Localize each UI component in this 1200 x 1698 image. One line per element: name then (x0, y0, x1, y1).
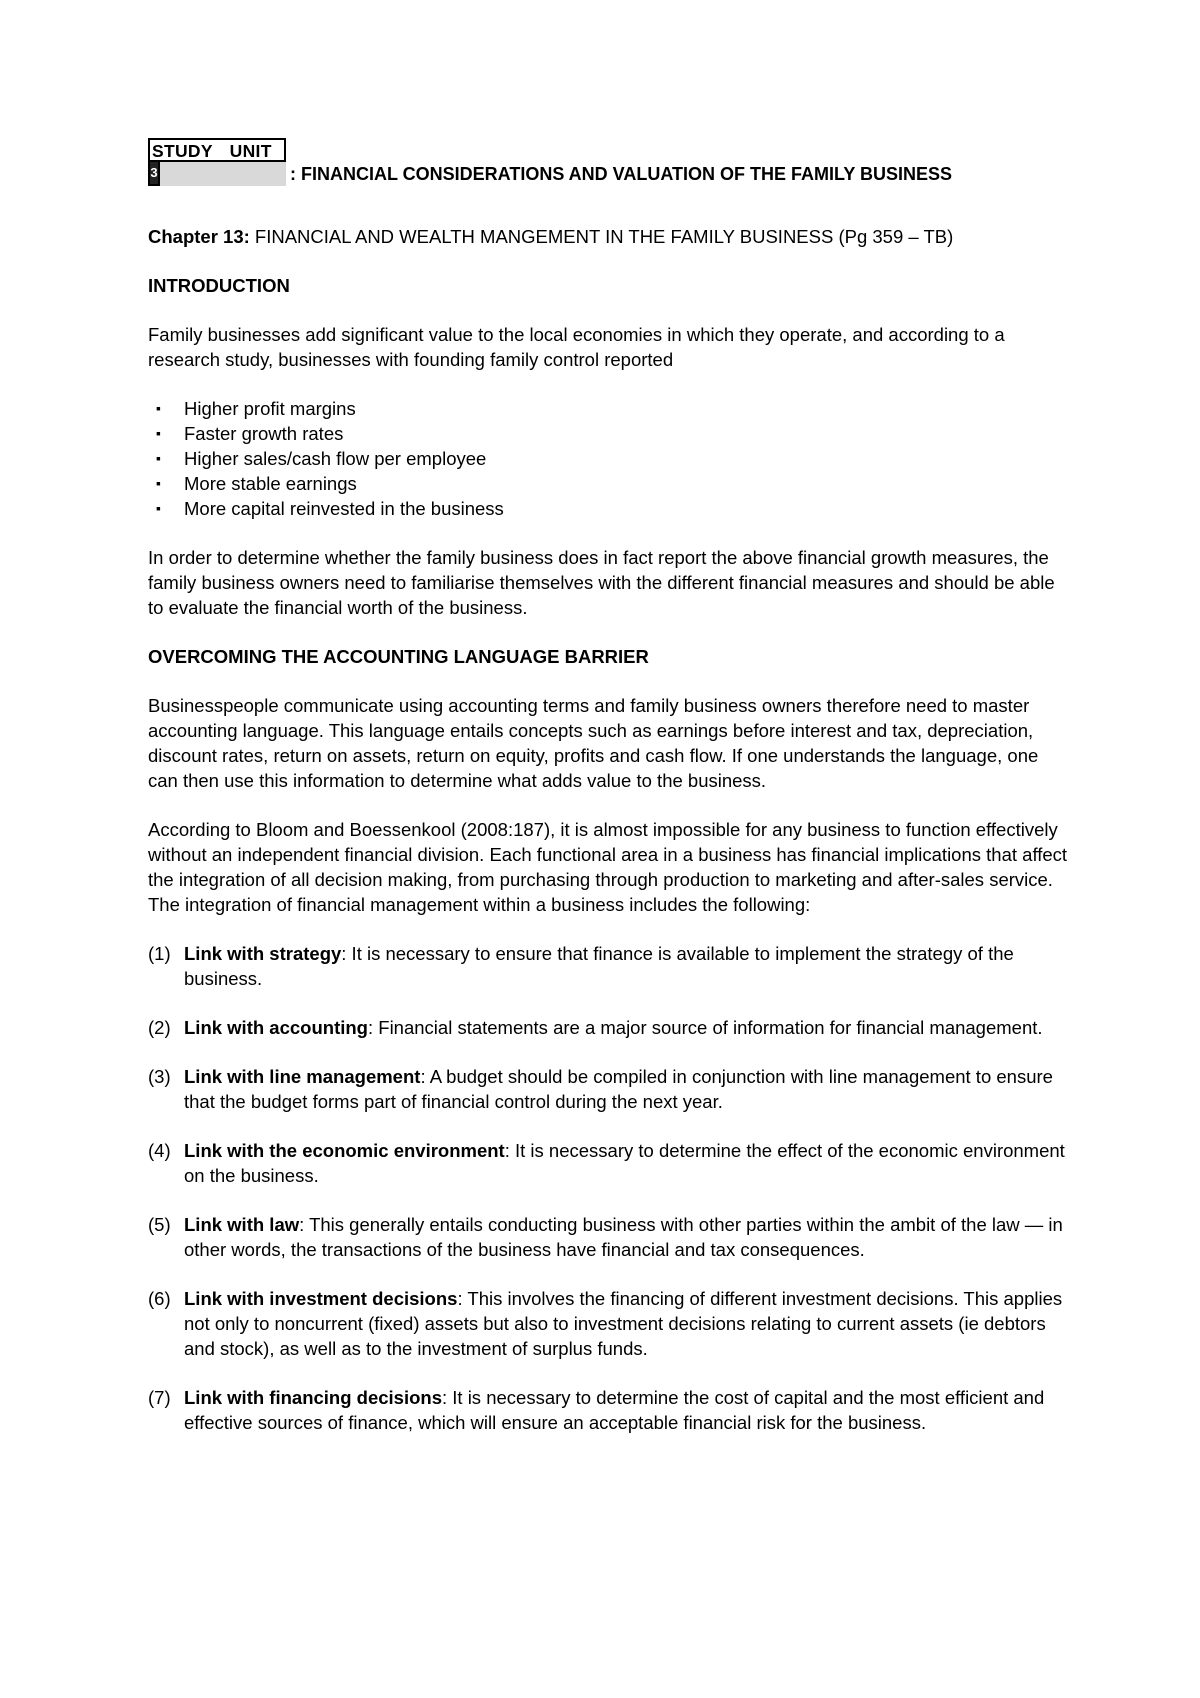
study-unit-number: 3 (148, 162, 160, 186)
list-item: (4) Link with the economic environment: It is necessary to determine the effect of the economic environment on the business. (148, 1140, 1065, 1186)
introduction-paragraph-1: Family businesses add significant value to the local economies in which they operate, and according to a research study, businesses with founding family control reported (148, 324, 1005, 370)
chapter-prefix: Chapter 13: (148, 226, 250, 247)
chapter-heading (148, 224, 1068, 249)
list-item: (1) Link with strategy: It is necessary to ensure that finance is available to implement the strategy of the business. (148, 943, 1014, 989)
list-item: ▪ Higher sales/cash flow per employee (156, 448, 487, 469)
list-item: (3) Link with line management: A budget should be compiled in conjunction with line management to ensure that the budget forms part of financial control during the next year. (148, 1066, 1053, 1112)
integration-links-list (148, 941, 1068, 1435)
bullet-icon: ▪ (156, 400, 161, 416)
list-item: (5) Link with law: This generally entails conducting business with other parties within the ambit of the law — in other words, the transactions of the business have financial and tax consequences. (148, 1214, 1063, 1260)
study-unit-title: : FINANCIAL CONSIDERATIONS AND VALUATION OF THE FAMILY BUSINESS (290, 164, 953, 184)
introduction-heading: INTRODUCTION (148, 275, 290, 296)
study-unit-blank-field (160, 162, 286, 186)
document-content (148, 138, 1068, 1459)
introduction-paragraph-2: In order to determine whether the family business does in fact report the above financial growth measures, the family business owners need to familiarise themselves with the different financial measures and should be able to evaluate the financial worth of the business. (148, 547, 1055, 618)
barrier-paragraph-2: According to Bloom and Boessenkool (2008:187), it is almost impossible for any business to function effectively without an independent financial division. Each functional area in a business has financial implications that affect the integration of all decision making, from purchasing through production to marketing and after-sales service. The integration of financial management within a business includes the following: (148, 819, 1068, 915)
list-item: (6) Link with investment decisions: This involves the financing of different investment decisions. This applies not only to noncurrent (fixed) assets but also to investment decisions relating to current assets (ie debtors and stock), as well as to the investment of surplus funds. (148, 1288, 1063, 1359)
growth-measures-list (148, 396, 1068, 521)
bullet-icon: ▪ (156, 450, 161, 466)
chapter-title: FINANCIAL AND WEALTH MANGEMENT IN THE FAMILY BUSINESS (Pg 359 – TB) (249, 226, 954, 247)
study-unit-label: STUDY UNIT (148, 138, 286, 162)
list-item: ▪ Faster growth rates (156, 423, 344, 444)
list-item: (2) Link with accounting: Financial statements are a major source of information for financial management. (148, 1017, 1043, 1038)
list-item: ▪ More stable earnings (156, 473, 357, 494)
study-unit-box (148, 138, 286, 186)
study-unit-header (148, 138, 1068, 186)
list-item: (7) Link with financing decisions: It is necessary to determine the cost of capital and the most efficient and effective sources of finance, which will ensure an acceptable financial risk for the business. (148, 1387, 1045, 1433)
list-item: ▪ More capital reinvested in the business (156, 498, 504, 519)
barrier-heading: OVERCOMING THE ACCOUNTING LANGUAGE BARRIER (148, 646, 649, 667)
bullet-icon: ▪ (156, 500, 161, 516)
list-item: ▪ Higher profit margins (156, 398, 356, 419)
barrier-paragraph-1: Businesspeople communicate using accounting terms and family business owners therefore need to master accounting language. This language entails concepts such as earnings before interest and tax, depreciation, discount rates, return on assets, return on equity, profits and cash flow. If one understands the language, one can then use this information to determine what adds value to the business. (148, 695, 1039, 791)
bullet-icon: ▪ (156, 425, 161, 441)
bullet-icon: ▪ (156, 475, 161, 491)
